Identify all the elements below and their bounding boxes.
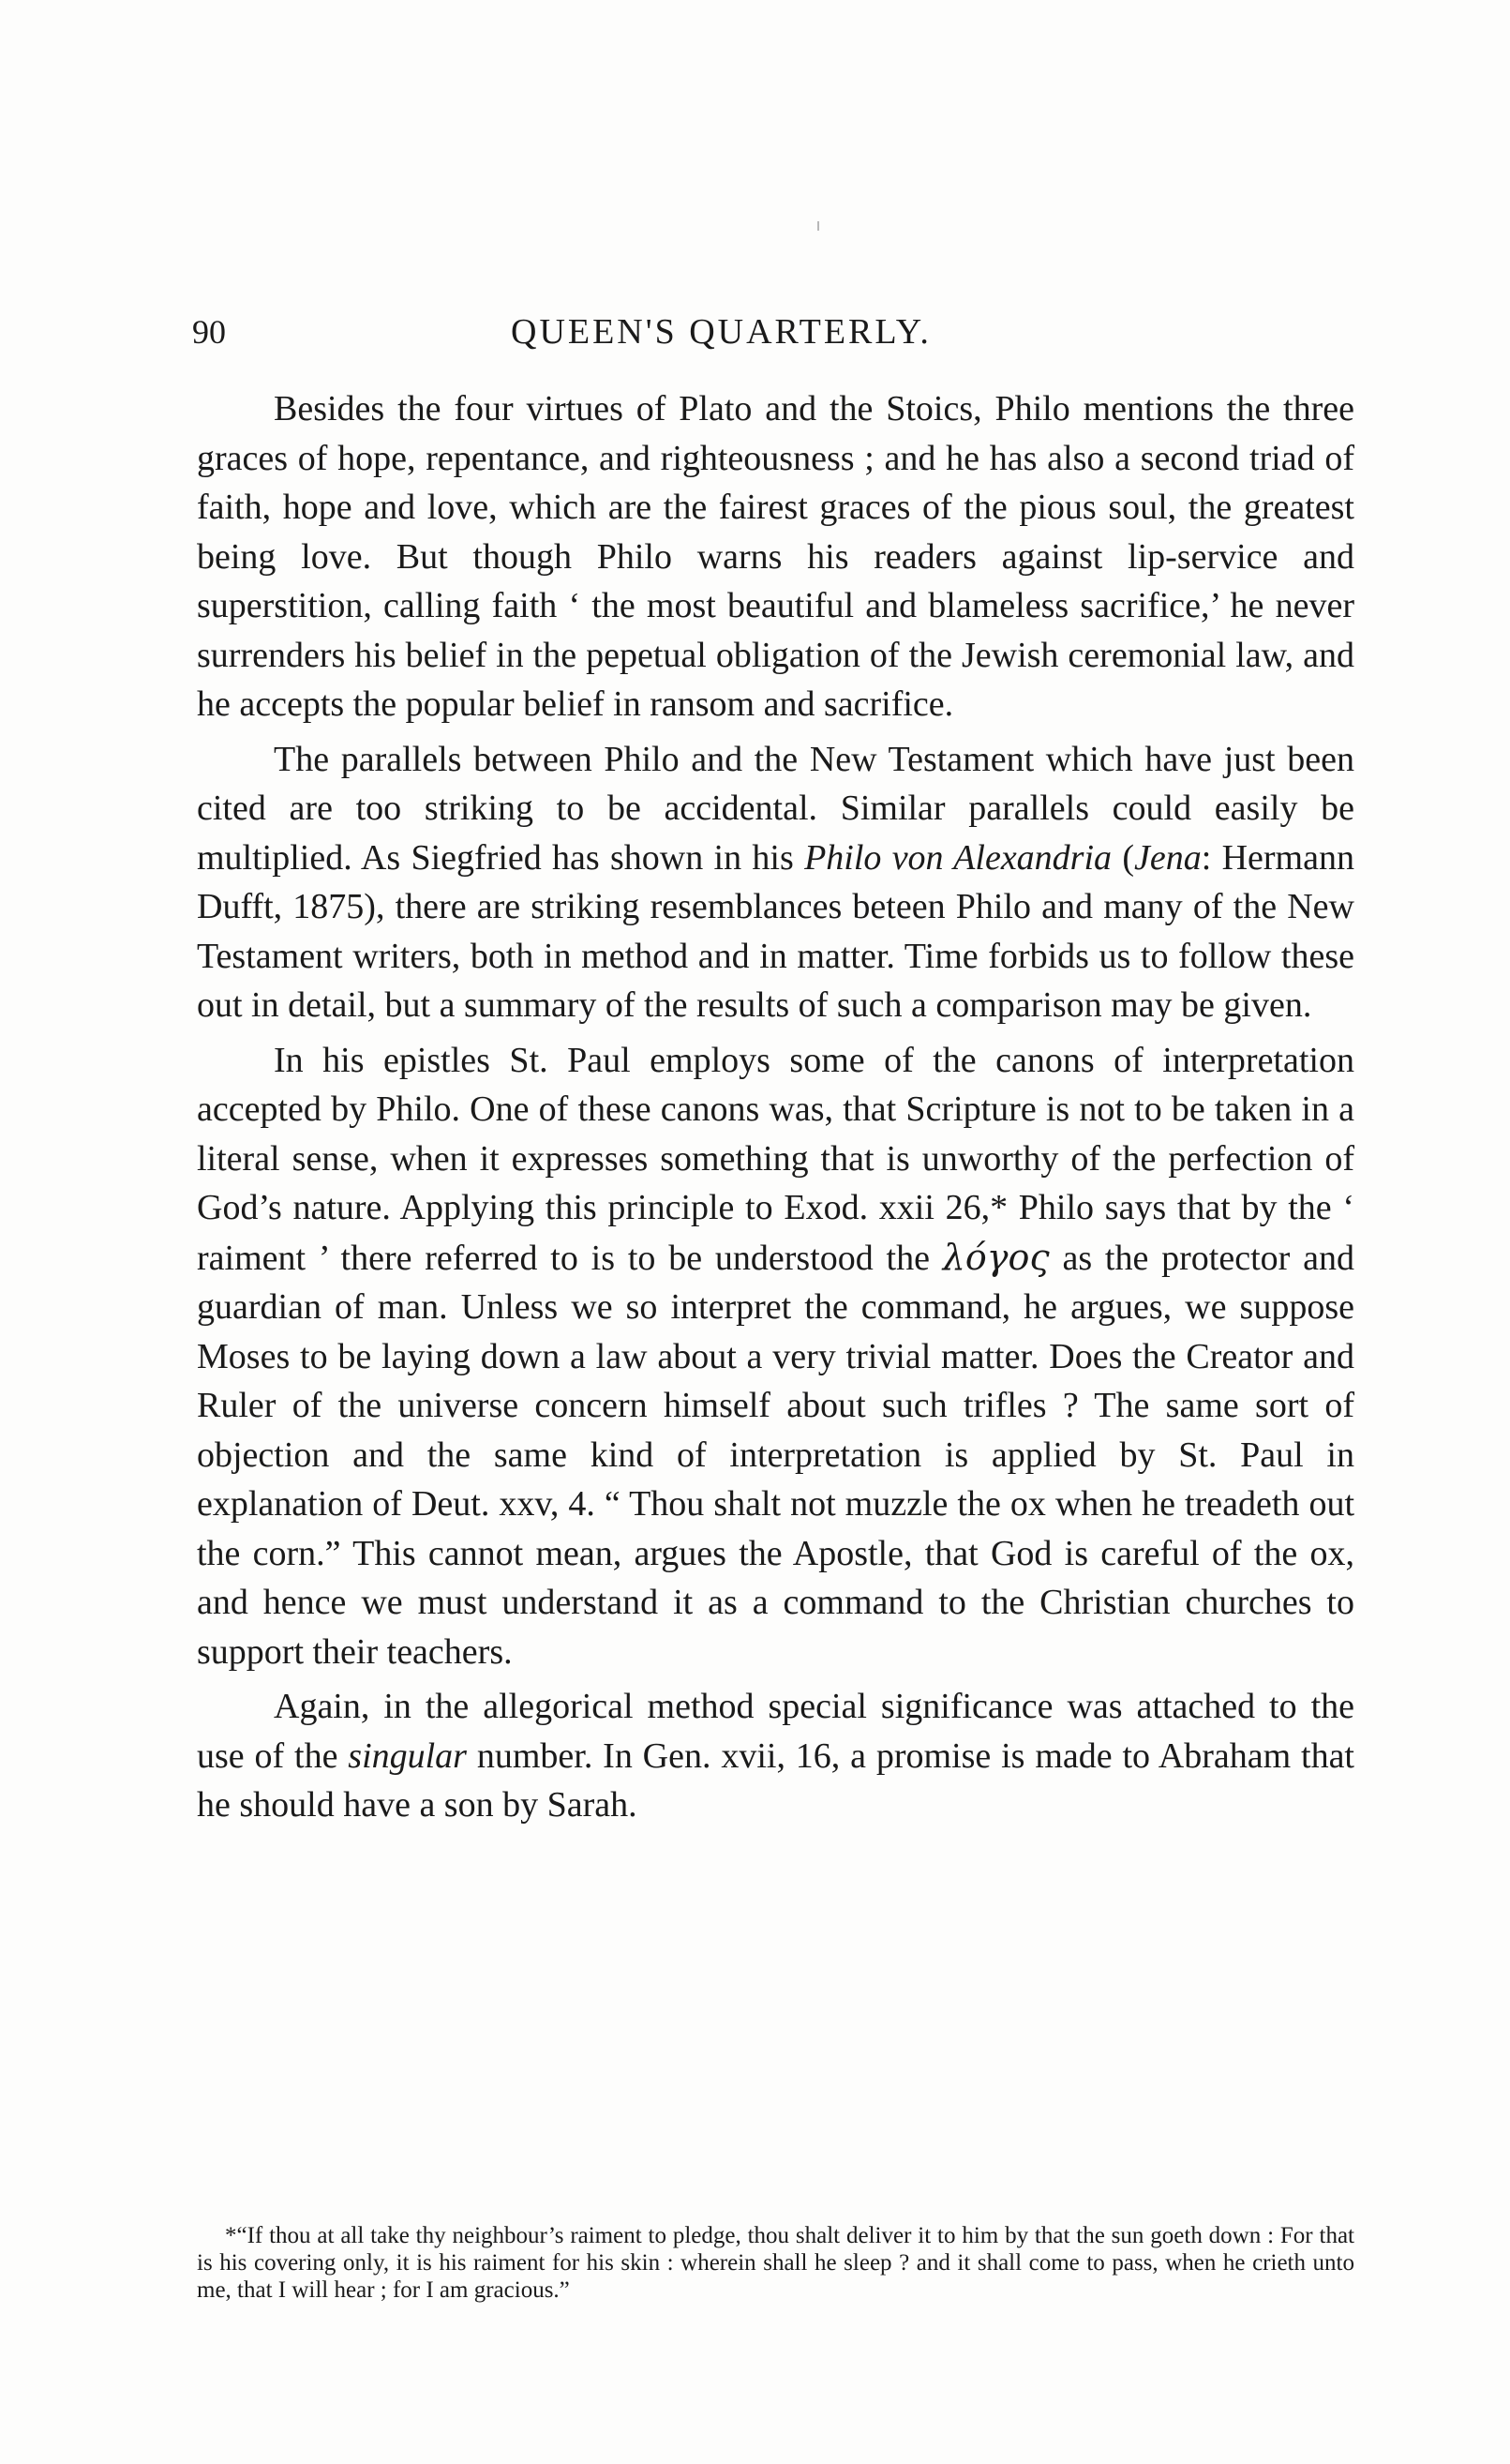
body-text [197,384,1354,1836]
greek-word: λόγος [942,1236,1050,1278]
paragraph-parallels [197,735,1354,1030]
place-name: Jena [1134,837,1202,878]
paragraph-virtues [197,384,1354,729]
page-number: 90 [192,313,226,351]
paper-speck [817,221,819,231]
paragraph-text: as the protector and guardian of man. Unless we so interpret the command, he argues, we suppose Moses to be laying down a law about a very trivial matter. Does the Creator and Ruler of the universe concern himself about such trifles ? The same sort of objection and the same kind of interpretation is applied by St. Paul in explanation of Deut. xxv, 4. “ Thou shalt not muzzle the ox when he treadeth out the corn.” This cannot mean, argues the Apostle, that God is careful of the ox, and hence we must understand it as a command to the Christian churches to support their teachers. [197,1238,1354,1672]
footnote-text: *“If thou at all take thy neighbour’s raiment to pledge, thou shalt deliver it to him by that the sun goeth down : For that is his covering only, it is his raiment for his skin : wherein shall he sleep ? and it shall come to pass, when he crieth unto me, that I will hear ; for I am gracious.” [197,2223,1354,2303]
paragraph-text: ( [1112,837,1134,878]
paragraph-allegorical [197,1682,1354,1830]
paragraph-text: The parallels between Philo and the New Testament which have just been cited are too striking to be accidental. Similar parallels could easily be multiplied. As Siegfried has shown in his [197,739,1354,878]
footnote [197,2222,1354,2304]
italic-word: singular [348,1735,467,1776]
paragraph-text: : Hermann Dufft, 1875), there are striking resemblances beteen Philo and many of the New Testament writers, both in method and in matter. Time forbids us to follow these out in detail, but a summary of the results of such a comparison may be given. [197,837,1354,1025]
running-title: QUEEN'S QUARTERLY. [511,312,932,352]
paragraph-text: In his epistles St. Paul employs some of the canons of interpretation accepted by Philo. One of these canons was, that Scripture is not to be taken in a literal sense, when it expresses something that is unworthy of the perfection of God’s nature. Applying this principle to Exod. xxii 26,* Philo says that by the ‘ raiment ’ there referred to is to be understood the [197,1040,1354,1278]
paragraph-text: Again, in the allegorical method special significance was attached to the use of the [197,1687,1354,1776]
paragraph-text: number. In Gen. xvii, 16, a promise is made to Abraham that he should have a son by Sarah. [197,1735,1354,1825]
paragraph-text: Besides the four virtues of Plato and the Stoics, Philo mentions the three graces of hope, repentance, and righteousness ; and he has also a second triad of faith, hope and love, which are the fairest graces of the pious soul, the greatest being love. But though Philo warns his readers against lip-service and superstition, calling faith ‘ the most beautiful and blameless sacrifice,’ he never surrenders his belief in the pepetual obligation of the Jewish ceremonial law, and he accepts the popular belief in ransom and sacrifice. [197,389,1354,724]
book-title: Philo von Alexandria [804,837,1113,878]
paragraph-st-paul [197,1036,1354,1677]
page-header [192,309,1354,366]
